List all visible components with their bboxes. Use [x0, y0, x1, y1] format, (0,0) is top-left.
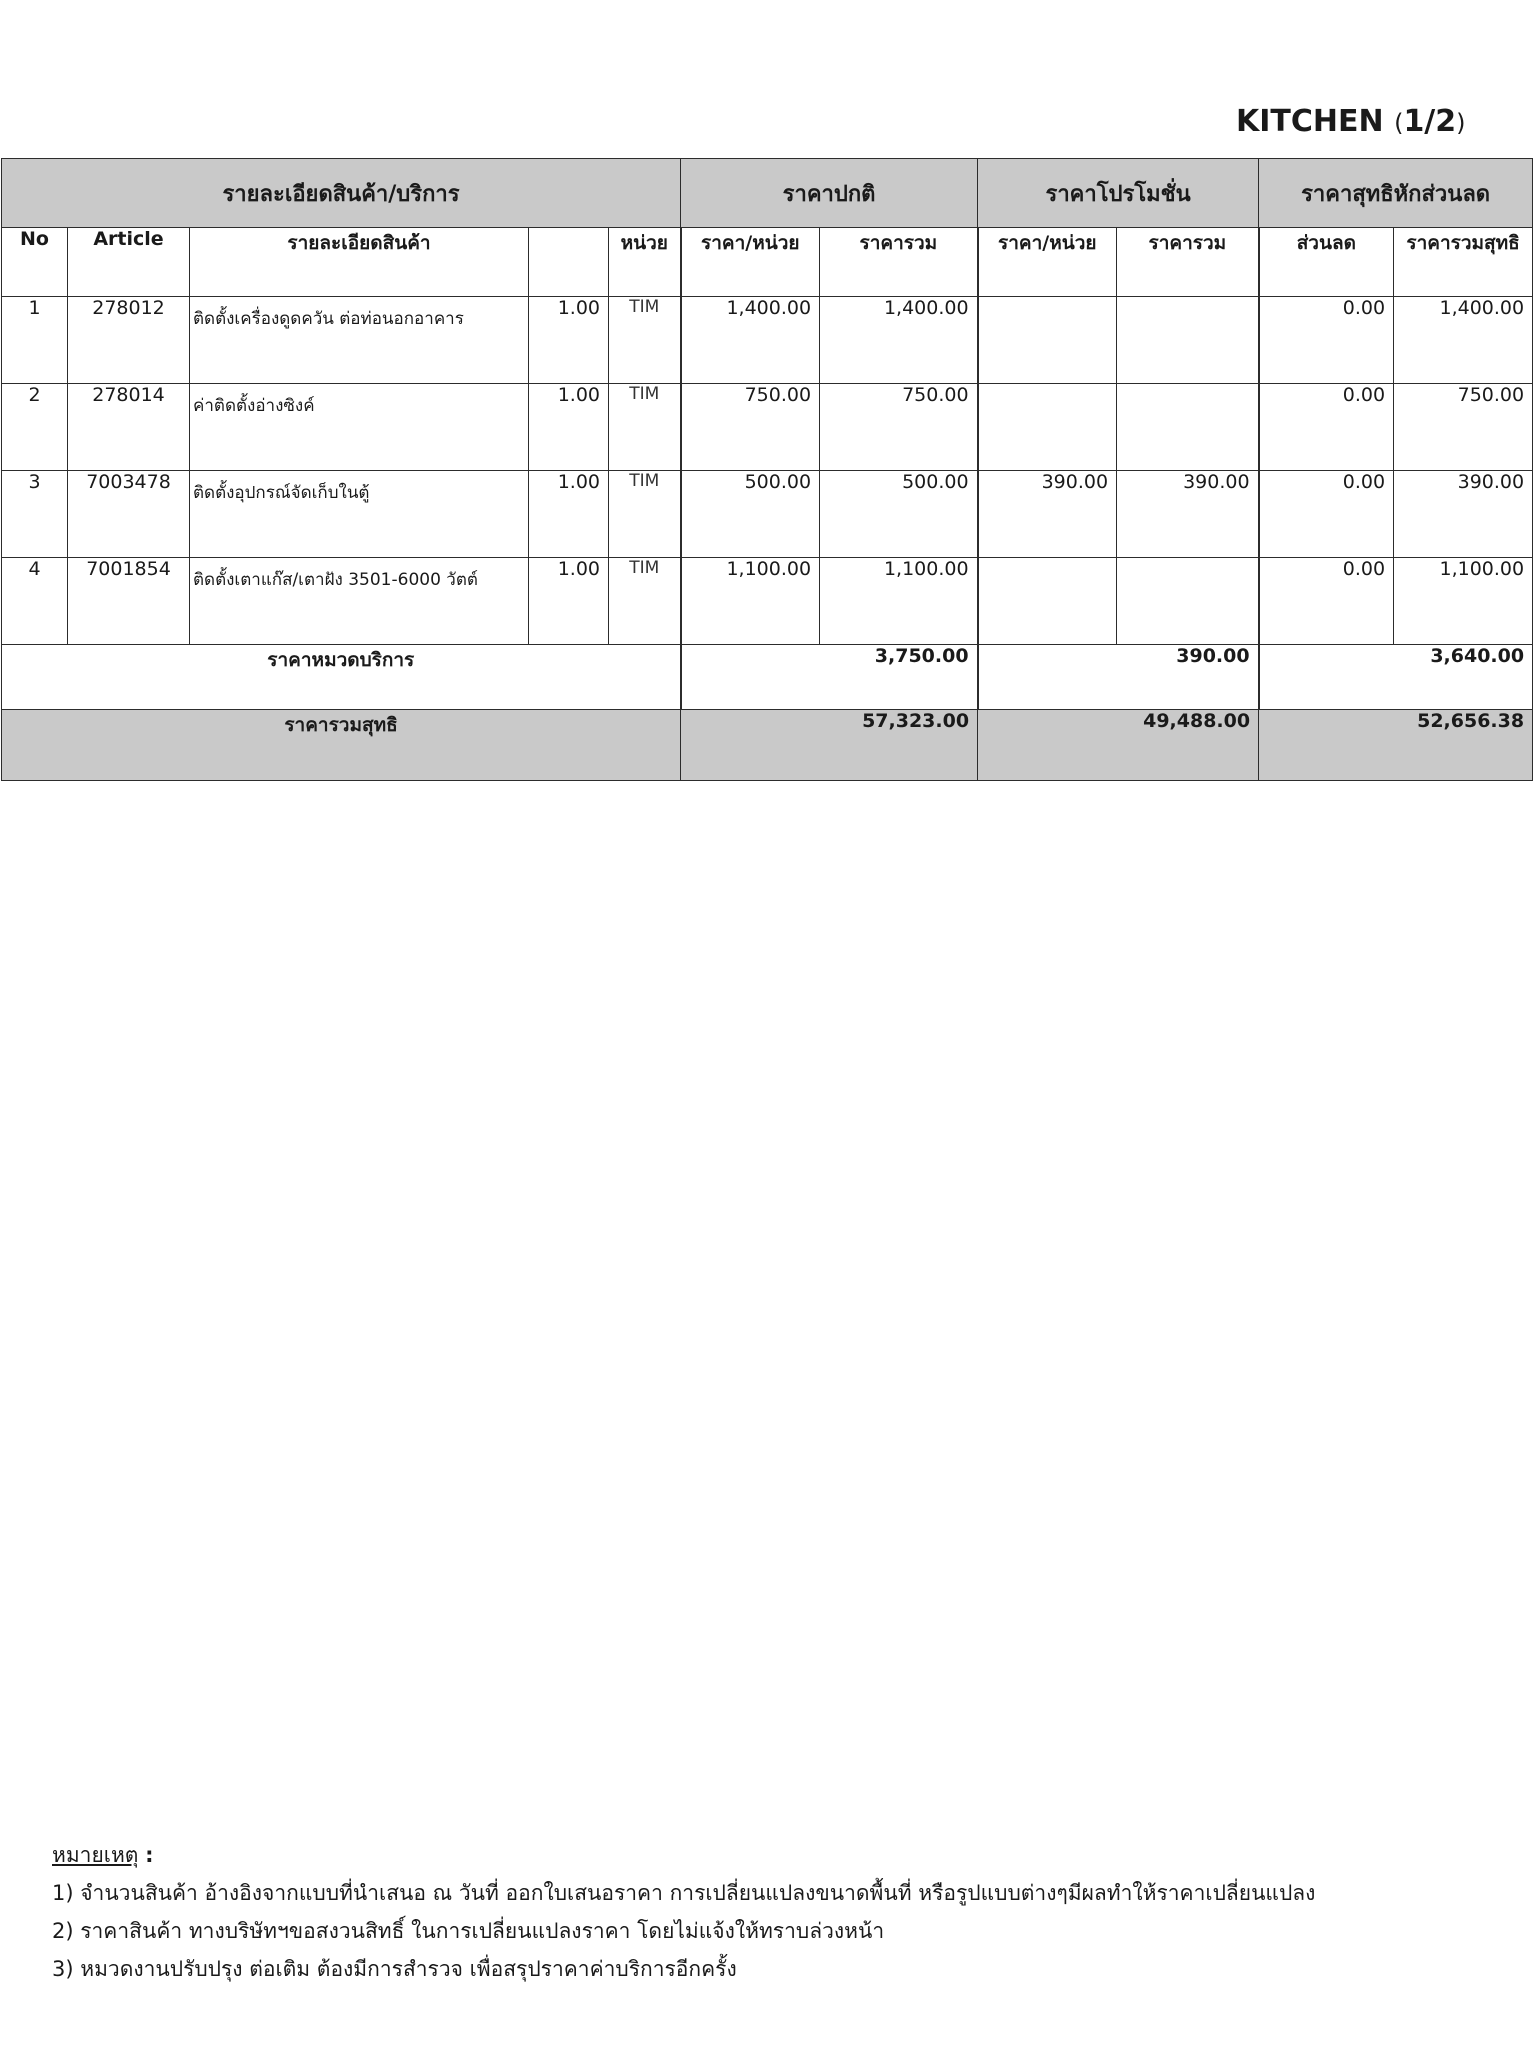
remarks-title: หมายเหตุ — [52, 1843, 139, 1867]
col-article: Article — [68, 228, 190, 297]
cell-description: ติดตั้งเครื่องดูดควัน ต่อท่อนอกอาคาร — [190, 297, 529, 384]
cell-normal-total: 1,100.00 — [820, 558, 978, 645]
cell-description: ติดตั้งอุปกรณ์จัดเก็บในตู้ — [190, 471, 529, 558]
remark-line: 1) จำนวนสินค้า อ้างอิงจากแบบที่นำเสนอ ณ วันที่ ออกใบเสนอราคา การเปลี่ยนแปลงขนาดพื้นที่ หรือรูปแบบต่างๆมีผลทำให้ราคาเปลี่ยนแปลง — [52, 1881, 1316, 1905]
page-number: 1/2 — [1403, 104, 1457, 139]
cell-net-total: 390.00 — [1394, 471, 1533, 558]
cell-no: 1 — [2, 297, 68, 384]
cell-promo-total — [1117, 297, 1259, 384]
cell-qty: 1.00 — [529, 297, 609, 384]
cell-promo-unit-price: 390.00 — [978, 471, 1117, 558]
cell-unit: TIM — [609, 558, 681, 645]
cell-no: 2 — [2, 384, 68, 471]
cell-article: 7003478 — [68, 471, 190, 558]
category-total-row — [2, 645, 1533, 710]
category-total-label: ราคาหมวดบริการ — [2, 645, 681, 710]
col-net-total: ราคารวมสุทธิ — [1394, 228, 1533, 297]
cell-promo-unit-price — [978, 297, 1117, 384]
col-normal-total: ราคารวม — [820, 228, 978, 297]
page-title — [1236, 104, 1466, 139]
cell-no: 3 — [2, 471, 68, 558]
col-description: รายละเอียดสินค้า — [190, 228, 529, 297]
header-net-price: ราคาสุทธิหักส่วนลด — [1259, 159, 1533, 228]
cell-discount: 0.00 — [1259, 384, 1394, 471]
table-row — [2, 558, 1533, 645]
col-discount: ส่วนลด — [1259, 228, 1394, 297]
cell-normal-unit-price: 750.00 — [681, 384, 820, 471]
cell-discount: 0.00 — [1259, 471, 1394, 558]
cell-discount: 0.00 — [1259, 558, 1394, 645]
cell-net-total: 1,100.00 — [1394, 558, 1533, 645]
cell-normal-total: 1,400.00 — [820, 297, 978, 384]
cell-promo-unit-price — [978, 384, 1117, 471]
cell-article: 278012 — [68, 297, 190, 384]
col-no: No — [2, 228, 68, 297]
category-total-net: 3,640.00 — [1259, 645, 1533, 710]
col-promo-unit-price: ราคา/หน่วย — [978, 228, 1117, 297]
col-normal-unit-price: ราคา/หน่วย — [681, 228, 820, 297]
cell-net-total: 750.00 — [1394, 384, 1533, 471]
column-header-row — [2, 228, 1533, 297]
cell-promo-total — [1117, 384, 1259, 471]
cell-normal-total: 750.00 — [820, 384, 978, 471]
header-promo-price: ราคาโปรโมชั่น — [978, 159, 1259, 228]
remark-line: 2) ราคาสินค้า ทางบริษัทฯขอสงวนสิทธิ์ ในการเปลี่ยนแปลงราคา โดยไม่แจ้งให้ทราบล่วงหน้า — [52, 1919, 885, 1943]
page-number-close: ) — [1456, 109, 1466, 137]
grand-total-net: 52,656.38 — [1259, 710, 1533, 781]
grand-total-label: ราคารวมสุทธิ — [2, 710, 681, 781]
remarks-heading — [52, 1836, 1492, 1874]
cell-qty: 1.00 — [529, 471, 609, 558]
cell-promo-total: 390.00 — [1117, 471, 1259, 558]
cell-article: 278014 — [68, 384, 190, 471]
table-row — [2, 297, 1533, 384]
grand-total-promo: 49,488.00 — [978, 710, 1259, 781]
cell-normal-unit-price: 1,400.00 — [681, 297, 820, 384]
remarks-section — [52, 1836, 1492, 1988]
page-title-text: KITCHEN — [1236, 104, 1384, 139]
category-total-promo: 390.00 — [978, 645, 1259, 710]
grand-total-row — [2, 710, 1533, 781]
cell-unit: TIM — [609, 297, 681, 384]
table-row — [2, 384, 1533, 471]
col-qty — [529, 228, 609, 297]
cell-promo-total — [1117, 558, 1259, 645]
cell-normal-unit-price: 1,100.00 — [681, 558, 820, 645]
remark-line: 3) หมวดงานปรับปรุง ต่อเติม ต้องมีการสำรวจ เพื่อสรุปราคาค่าบริการอีกครั้ง — [52, 1957, 737, 1981]
header-normal-price: ราคาปกติ — [681, 159, 978, 228]
cell-qty: 1.00 — [529, 558, 609, 645]
cell-normal-total: 500.00 — [820, 471, 978, 558]
cell-unit: TIM — [609, 384, 681, 471]
cell-description: ค่าติดตั้งอ่างซิงค์ — [190, 384, 529, 471]
cell-unit: TIM — [609, 471, 681, 558]
cell-article: 7001854 — [68, 558, 190, 645]
table-row — [2, 471, 1533, 558]
grand-total-normal: 57,323.00 — [681, 710, 978, 781]
cell-normal-unit-price: 500.00 — [681, 471, 820, 558]
cell-net-total: 1,400.00 — [1394, 297, 1533, 384]
col-unit: หน่วย — [609, 228, 681, 297]
quotation-table — [1, 158, 1533, 781]
remarks-colon: : — [145, 1843, 154, 1867]
col-promo-total: ราคารวม — [1117, 228, 1259, 297]
cell-no: 4 — [2, 558, 68, 645]
cell-qty: 1.00 — [529, 384, 609, 471]
category-total-normal: 3,750.00 — [681, 645, 978, 710]
cell-promo-unit-price — [978, 558, 1117, 645]
group-header-row — [2, 159, 1533, 228]
page-number-open: ( — [1394, 109, 1404, 137]
header-details: รายละเอียดสินค้า/บริการ — [2, 159, 681, 228]
cell-description: ติดตั้งเตาแก๊ส/เตาฝัง 3501-6000 วัตต์ — [190, 558, 529, 645]
cell-discount: 0.00 — [1259, 297, 1394, 384]
